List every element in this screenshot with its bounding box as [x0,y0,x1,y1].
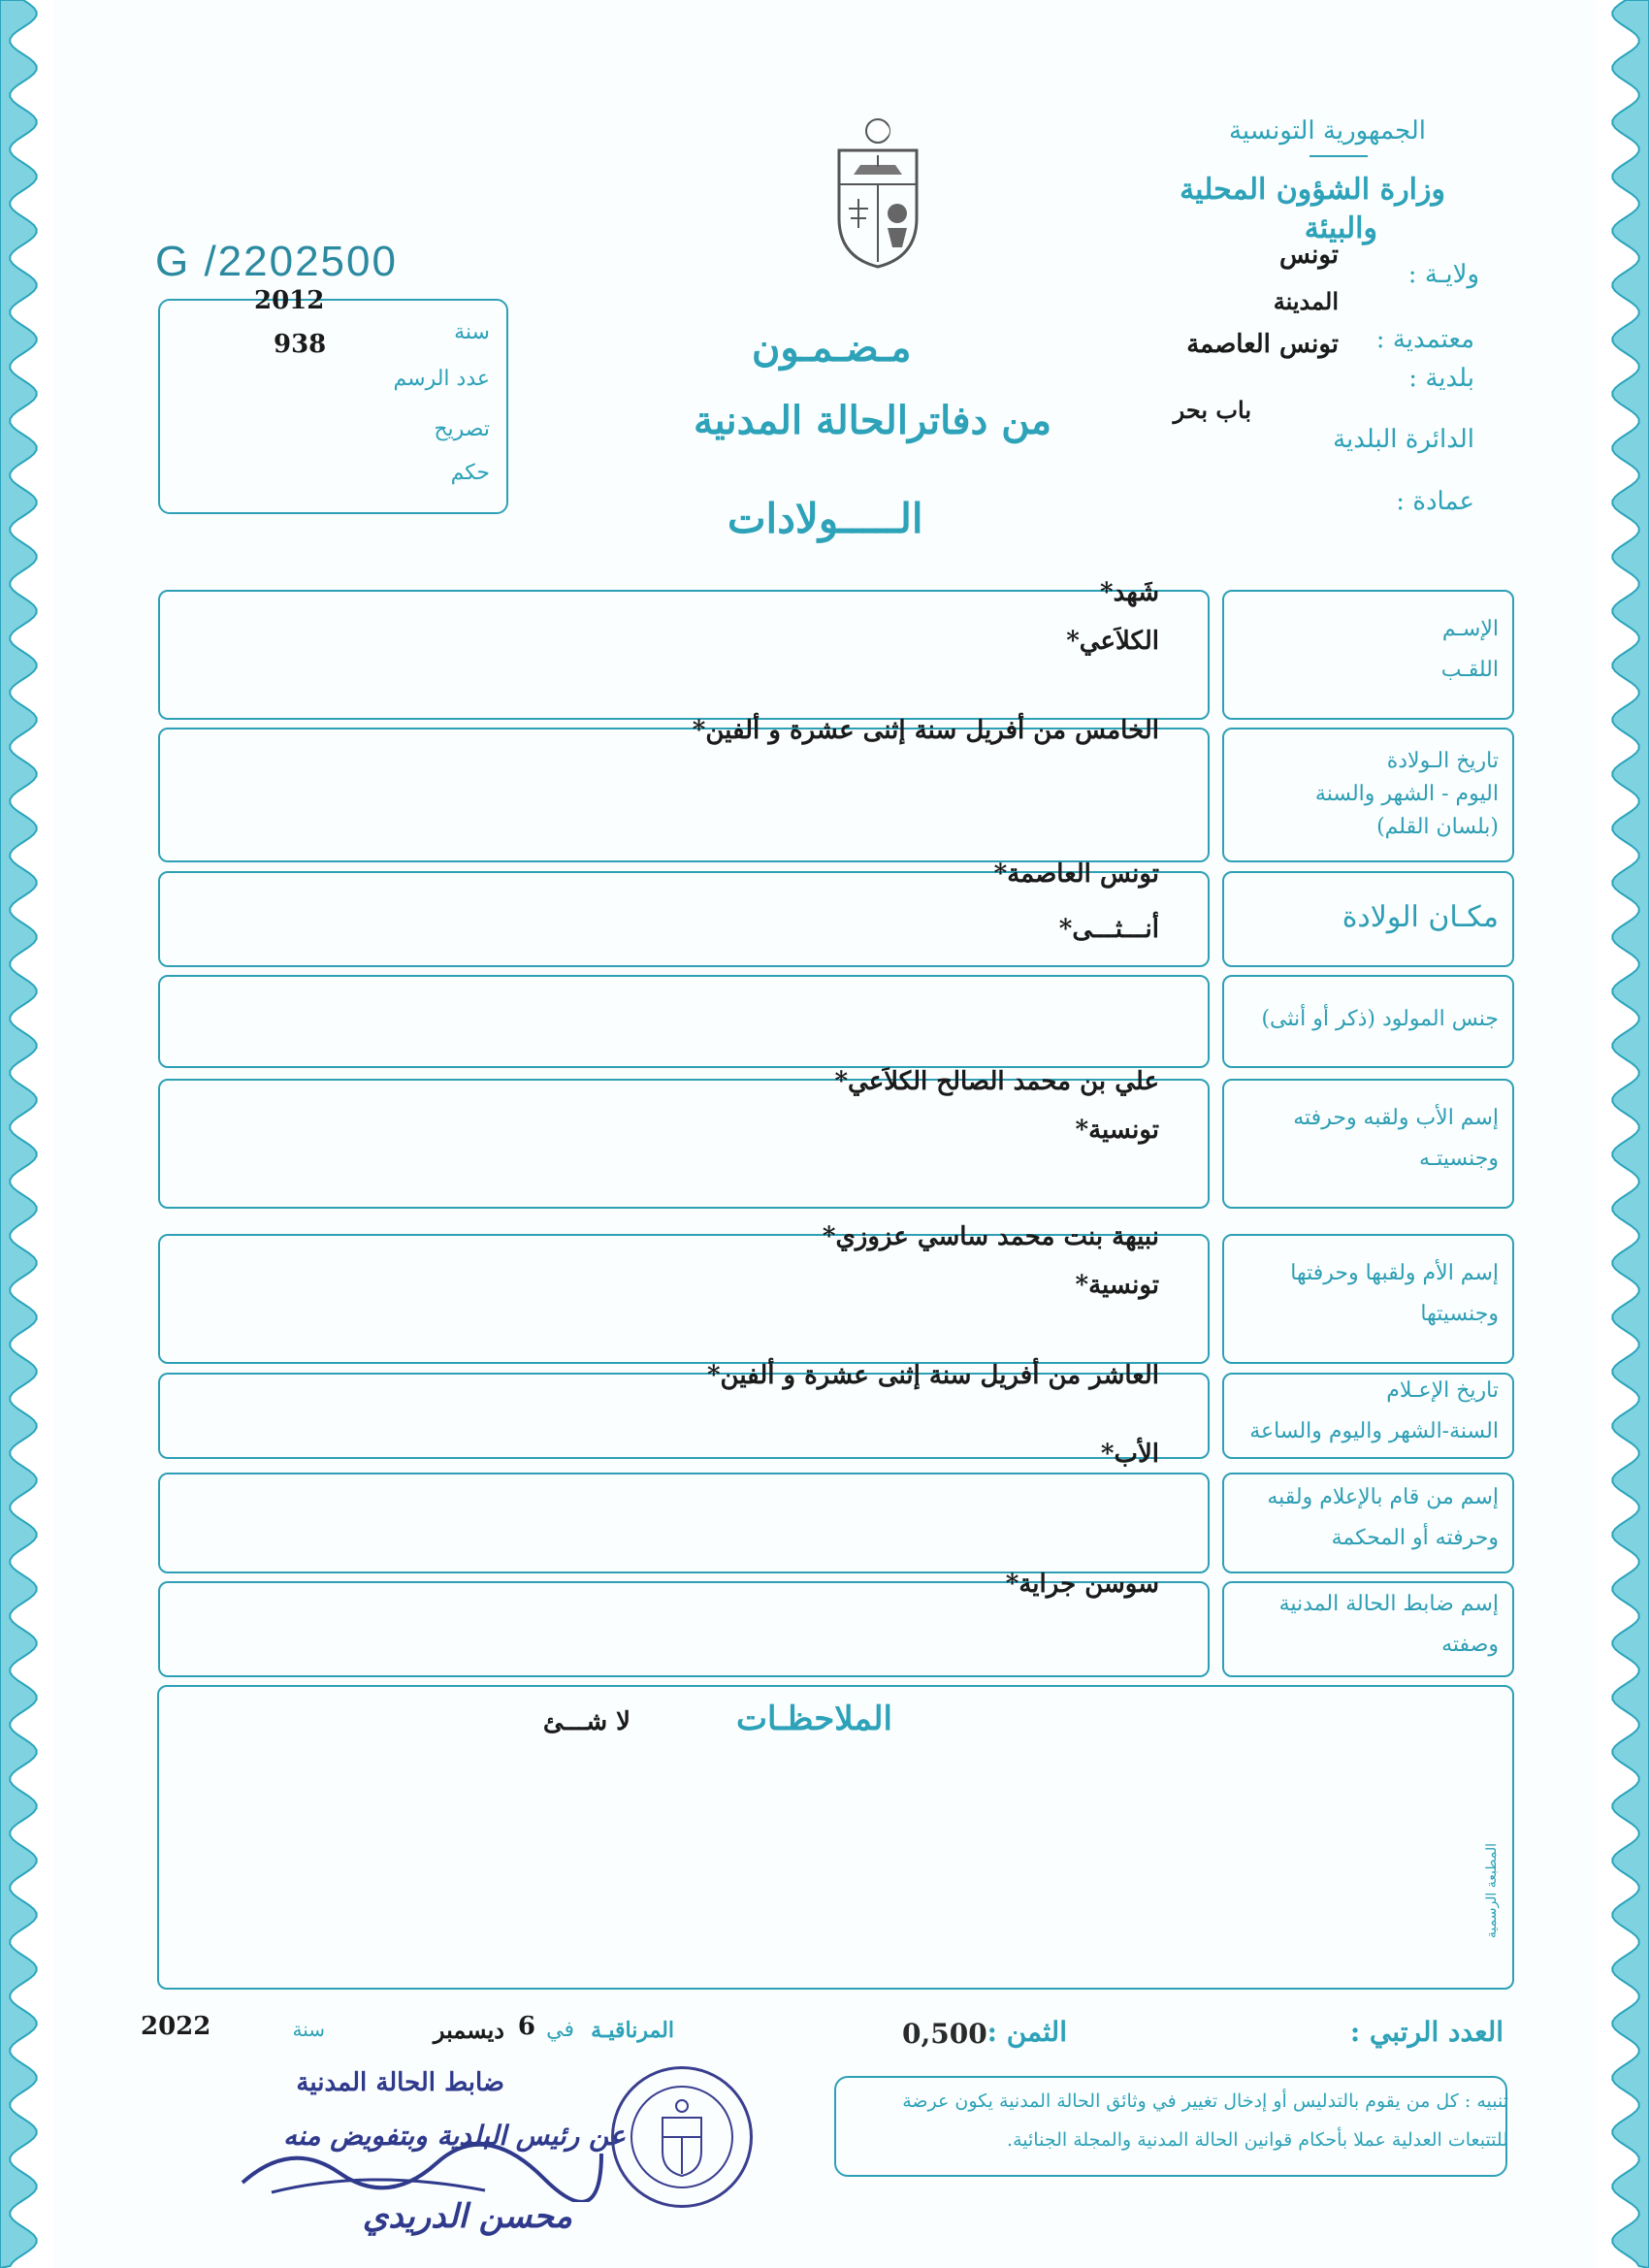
register-number-value: 938 [274,330,327,359]
right-guilloche-border [1600,0,1649,2268]
header-divider [1310,155,1368,157]
field-value: الخامس من أفريل سنة إثنى عشرة و ألفين* [692,716,1159,745]
field-value: سوسن جراية* [1005,1570,1159,1599]
document-subtitle: من دفاترالحالة المدنية [694,398,1052,443]
district-value: باب بحر [1173,396,1251,424]
notes-label: الملاحظـات [736,1700,892,1738]
municipality-label: بلدية : [1408,364,1474,393]
issue-year-label: سنة [292,2018,325,2041]
left-guilloche-border [0,0,48,2268]
document-title: مـضـمـون [752,325,912,371]
value-box [158,1079,1210,1209]
field-label: جنس المولود (ذكر أو أنثى) [1261,1007,1499,1031]
republic-name: الجمهورية التونسية [1228,116,1426,146]
field-label: إسم الأب ولقبه وحرفته [1293,1106,1499,1130]
field-value: علي بن محمد الصالح الكلاَعي* [834,1067,1159,1096]
field-label: اليوم - الشهر والسنة [1314,781,1499,806]
field-value: تونسية* [1075,1116,1159,1145]
ministry-name-cont: والبيئة [1304,211,1377,245]
price-value: 0,500 [902,2018,987,2050]
municipality-value: تونس العاصمة [1186,330,1339,359]
field-label: إسم ضابط الحالة المدنية [1278,1591,1499,1616]
signature-scribble [233,2134,611,2202]
notes-value: لا شـــئ [542,1707,630,1736]
district-label: الدائرة البلدية [1333,425,1474,454]
register-number-label: عدد الرسم [393,367,490,391]
delegation-value: المدينة [1273,287,1339,315]
field-label: إسم من قام بالإعلام ولقبه [1267,1485,1499,1509]
place-name: المرناقيـة [591,2018,674,2043]
signature-delegation: عن رئيس البلدية وبتفويض منه [283,2120,626,2152]
field-label: وجنسيتها [1420,1302,1499,1326]
declaration-label: تصريح [434,417,490,441]
register-year-label: سنة [454,320,490,344]
field-label: مكـان الولادة [1342,899,1499,934]
field-label: اللقـب [1440,658,1499,682]
value-box [158,728,1210,862]
field-value: العاشر من أفريل سنة إثنى عشرة و ألفين* [706,1361,1159,1390]
field-value: تونسية* [1075,1271,1159,1300]
judgment-label: حكم [450,461,490,485]
delegation-label: معتمدية : [1375,325,1474,354]
field-value: شَهد* [1099,578,1159,607]
field-value: أنـــثـــى* [1058,915,1159,944]
serial-number-label: العدد الرتبي : [1349,2016,1504,2048]
field-value: تونس العاصمة* [993,859,1159,889]
ministry-name: وزارة الشؤون المحلية [1180,173,1445,207]
price-label: الثمن : [986,2016,1067,2048]
issue-year: 2022 [141,2012,211,2041]
value-box [158,590,1210,720]
serial-number: G /2202500 [155,238,398,285]
field-label: تاريخ الـولادة [1386,748,1499,773]
wilaya-label: ولايـة : [1407,260,1479,289]
tunisia-coat-of-arms [820,112,936,272]
place-in: في [546,2018,574,2042]
field-label: إسم الأم ولقبها وحرفتها [1290,1261,1499,1285]
value-box [158,1473,1210,1573]
field-label: (بلسان القلم) [1376,814,1499,839]
side-print-mark: المطبعة الرسمية [1484,1843,1500,1939]
wilaya-value: تونس [1278,241,1339,270]
officer-title: ضابط الحالة المدنية [296,2068,504,2097]
issue-month: ديسمبر [433,2016,504,2044]
field-label: السنة-الشهر واليوم والساعة [1249,1418,1499,1443]
section-title: الـــــولادات [728,495,923,542]
issue-day: 6 [517,2012,535,2041]
field-label: وحرفته أو المحكمة [1331,1526,1499,1550]
field-label: وصفته [1441,1632,1499,1657]
value-box [158,975,1210,1068]
omda-label: عمادة : [1396,487,1474,516]
field-value: الكلاَعي* [1066,627,1159,656]
warning-line-1: تنبيه : كل من يقوم بالتدليس أو إدخال تغيير في وثائق الحالة المدنية يكون عرضة [902,2090,1508,2112]
field-value: نبيهة بنت محمد ساسي عزوزي* [822,1222,1159,1251]
register-year-value: 2012 [254,286,325,315]
field-value: الأب* [1100,1440,1159,1469]
field-label: تاريخ الإعـلام [1386,1377,1499,1403]
field-label: الإسـم [1441,617,1499,641]
warning-line-2: للتتبعات العدلية عملا بأحكام قوانين الحالة المدنية والمجلة الجنائية. [1007,2129,1508,2151]
field-label: وجنسيتـه [1418,1147,1499,1171]
signature-name: محسن الدريدي [362,2197,572,2236]
municipal-seal [611,2066,753,2208]
value-box [158,1234,1210,1364]
